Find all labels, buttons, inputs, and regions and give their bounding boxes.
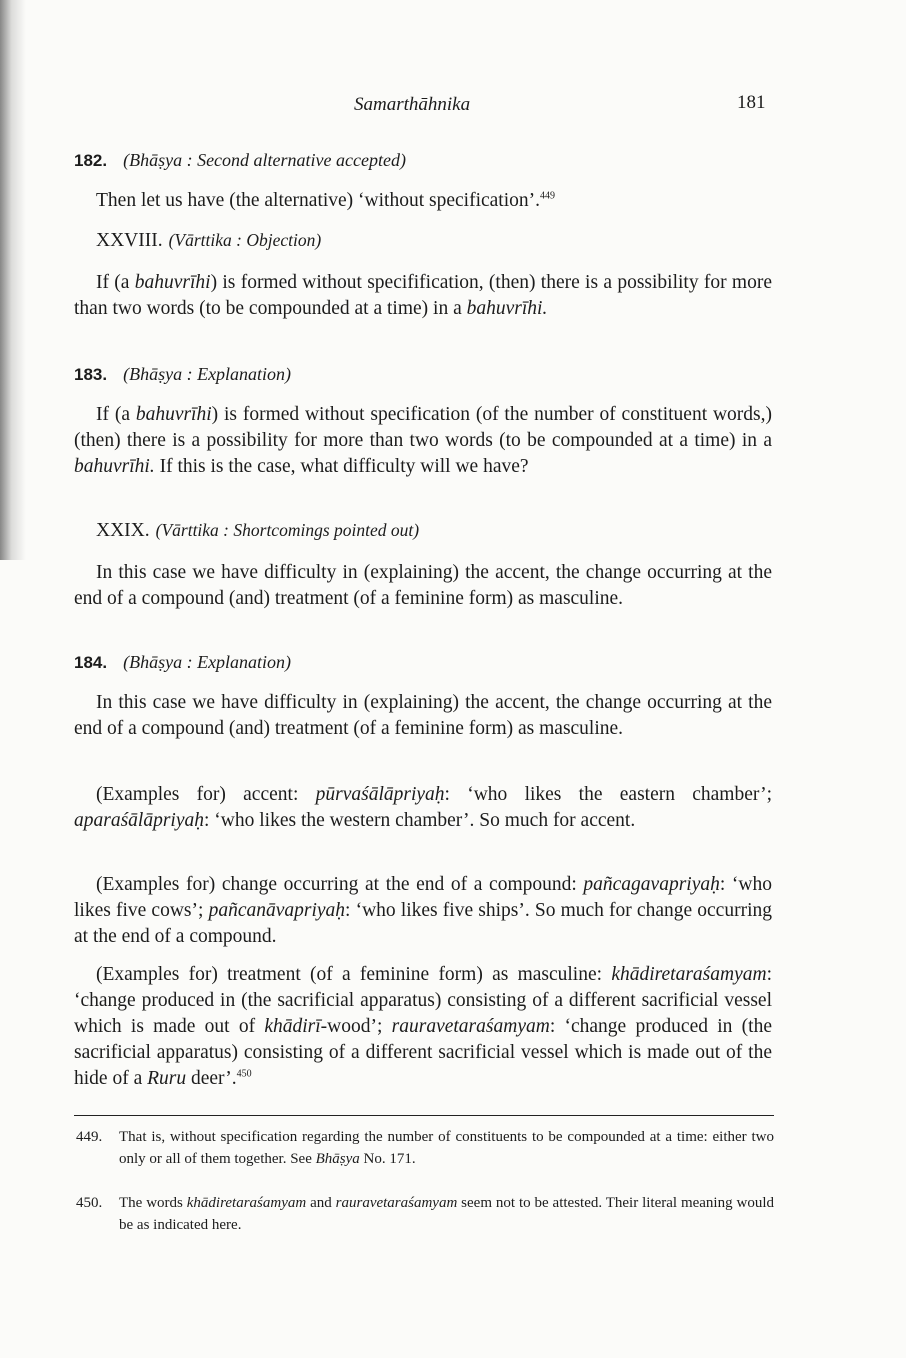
- section-label: (Vārttika : Objection): [168, 230, 322, 250]
- footnote-ref-449: 449: [540, 190, 555, 202]
- paragraph-182: Then let us have (the alternative) ‘without specification’.$^{449}$: [96, 190, 555, 211]
- footnote-450: 450. The words khādiretaraśamyam and rauravetaraśamyam seem not to be attested. Their literal meaning would be as indicated here.: [76, 1192, 774, 1236]
- paragraph-examples-change: (Examples for) change occurring at the end of a compound: pañcagavapriyaḥ: ‘who likes five cows’; pañcanāvapriyaḥ: ‘who likes five ships’. So much for change occurring at the end of a compound.: [74, 874, 772, 947]
- paragraph-183: If (a bahuvrīhi) is formed without specification (of the number of constituent words,) (then) there is a possibility for more than two words (to be compounded at a time) in a bahuvrīhi. If this is the case, what difficulty will we have?: [74, 404, 772, 477]
- paragraph-examples-feminine: (Examples for) treatment (of a feminine form) as masculine: khādiretaraśamyam: ‘change produced in (the sacrificial apparatus) consisting of a different sacrificial vessel which is made out of khādirī-wood’; rauravetaraśamyam: ‘change produced in (the sacrificial apparatus) consisting of a different sacrificial vessel which is made out of the hide of a Ruru deer’.$^{450}$: [74, 964, 772, 1089]
- section-heading-xxviii: [96, 230, 321, 252]
- section-number: 183.: [74, 365, 108, 384]
- paragraph-xxix: In this case we have difficulty in (explaining) the accent, the change occurring at the end of a compound (and) treatment (of a feminine form) as masculine.: [74, 562, 772, 609]
- section-label: (Bhāṣya : Explanation): [123, 652, 292, 672]
- section-heading-182: [74, 150, 406, 171]
- paragraph-examples-accent: (Examples for) accent: pūrvaśālāpriyaḥ: ‘who likes the eastern chamber’; aparaśālāpriyaḥ: ‘who likes the western chamber’. So much for accent.: [74, 784, 772, 831]
- section-number: 182.: [74, 151, 108, 170]
- section-heading-xxix: [96, 520, 419, 542]
- footnote-449: 449. That is, without specification regarding the number of constituents to be compounded at a time: either two only or all of them together. See Bhāṣya No. 171.: [76, 1126, 774, 1170]
- paragraph-184: In this case we have difficulty in (explaining) the accent, the change occurring at the end of a compound (and) treatment (of a feminine form) as masculine.: [74, 692, 772, 739]
- section-number: XXVIII.: [96, 230, 163, 251]
- section-heading-184: [74, 652, 291, 673]
- footnote-number: 450.: [76, 1195, 103, 1211]
- section-number: XXIX.: [96, 520, 150, 541]
- paragraph-xxviii: If (a bahuvrīhi) is formed without specifification, (then) there is a possibility for more than two words (to be compounded at a time) in a bahuvrīhi.: [74, 272, 772, 319]
- footnote-ref-450: 450: [236, 1068, 252, 1080]
- scan-edge-shadow: [0, 0, 26, 560]
- running-header: Samarthāhnika: [354, 94, 471, 115]
- page-number: 181: [737, 92, 766, 113]
- section-number: 184.: [74, 653, 108, 672]
- footnote-number: 449.: [76, 1129, 103, 1145]
- section-heading-183: [74, 364, 291, 385]
- section-label: (Vārttika : Shortcomings pointed out): [155, 520, 420, 540]
- section-label: (Bhāṣya : Explanation): [123, 364, 292, 384]
- footnote-rule: [74, 1115, 774, 1116]
- section-label: (Bhāṣya : Second alternative accepted): [123, 150, 406, 170]
